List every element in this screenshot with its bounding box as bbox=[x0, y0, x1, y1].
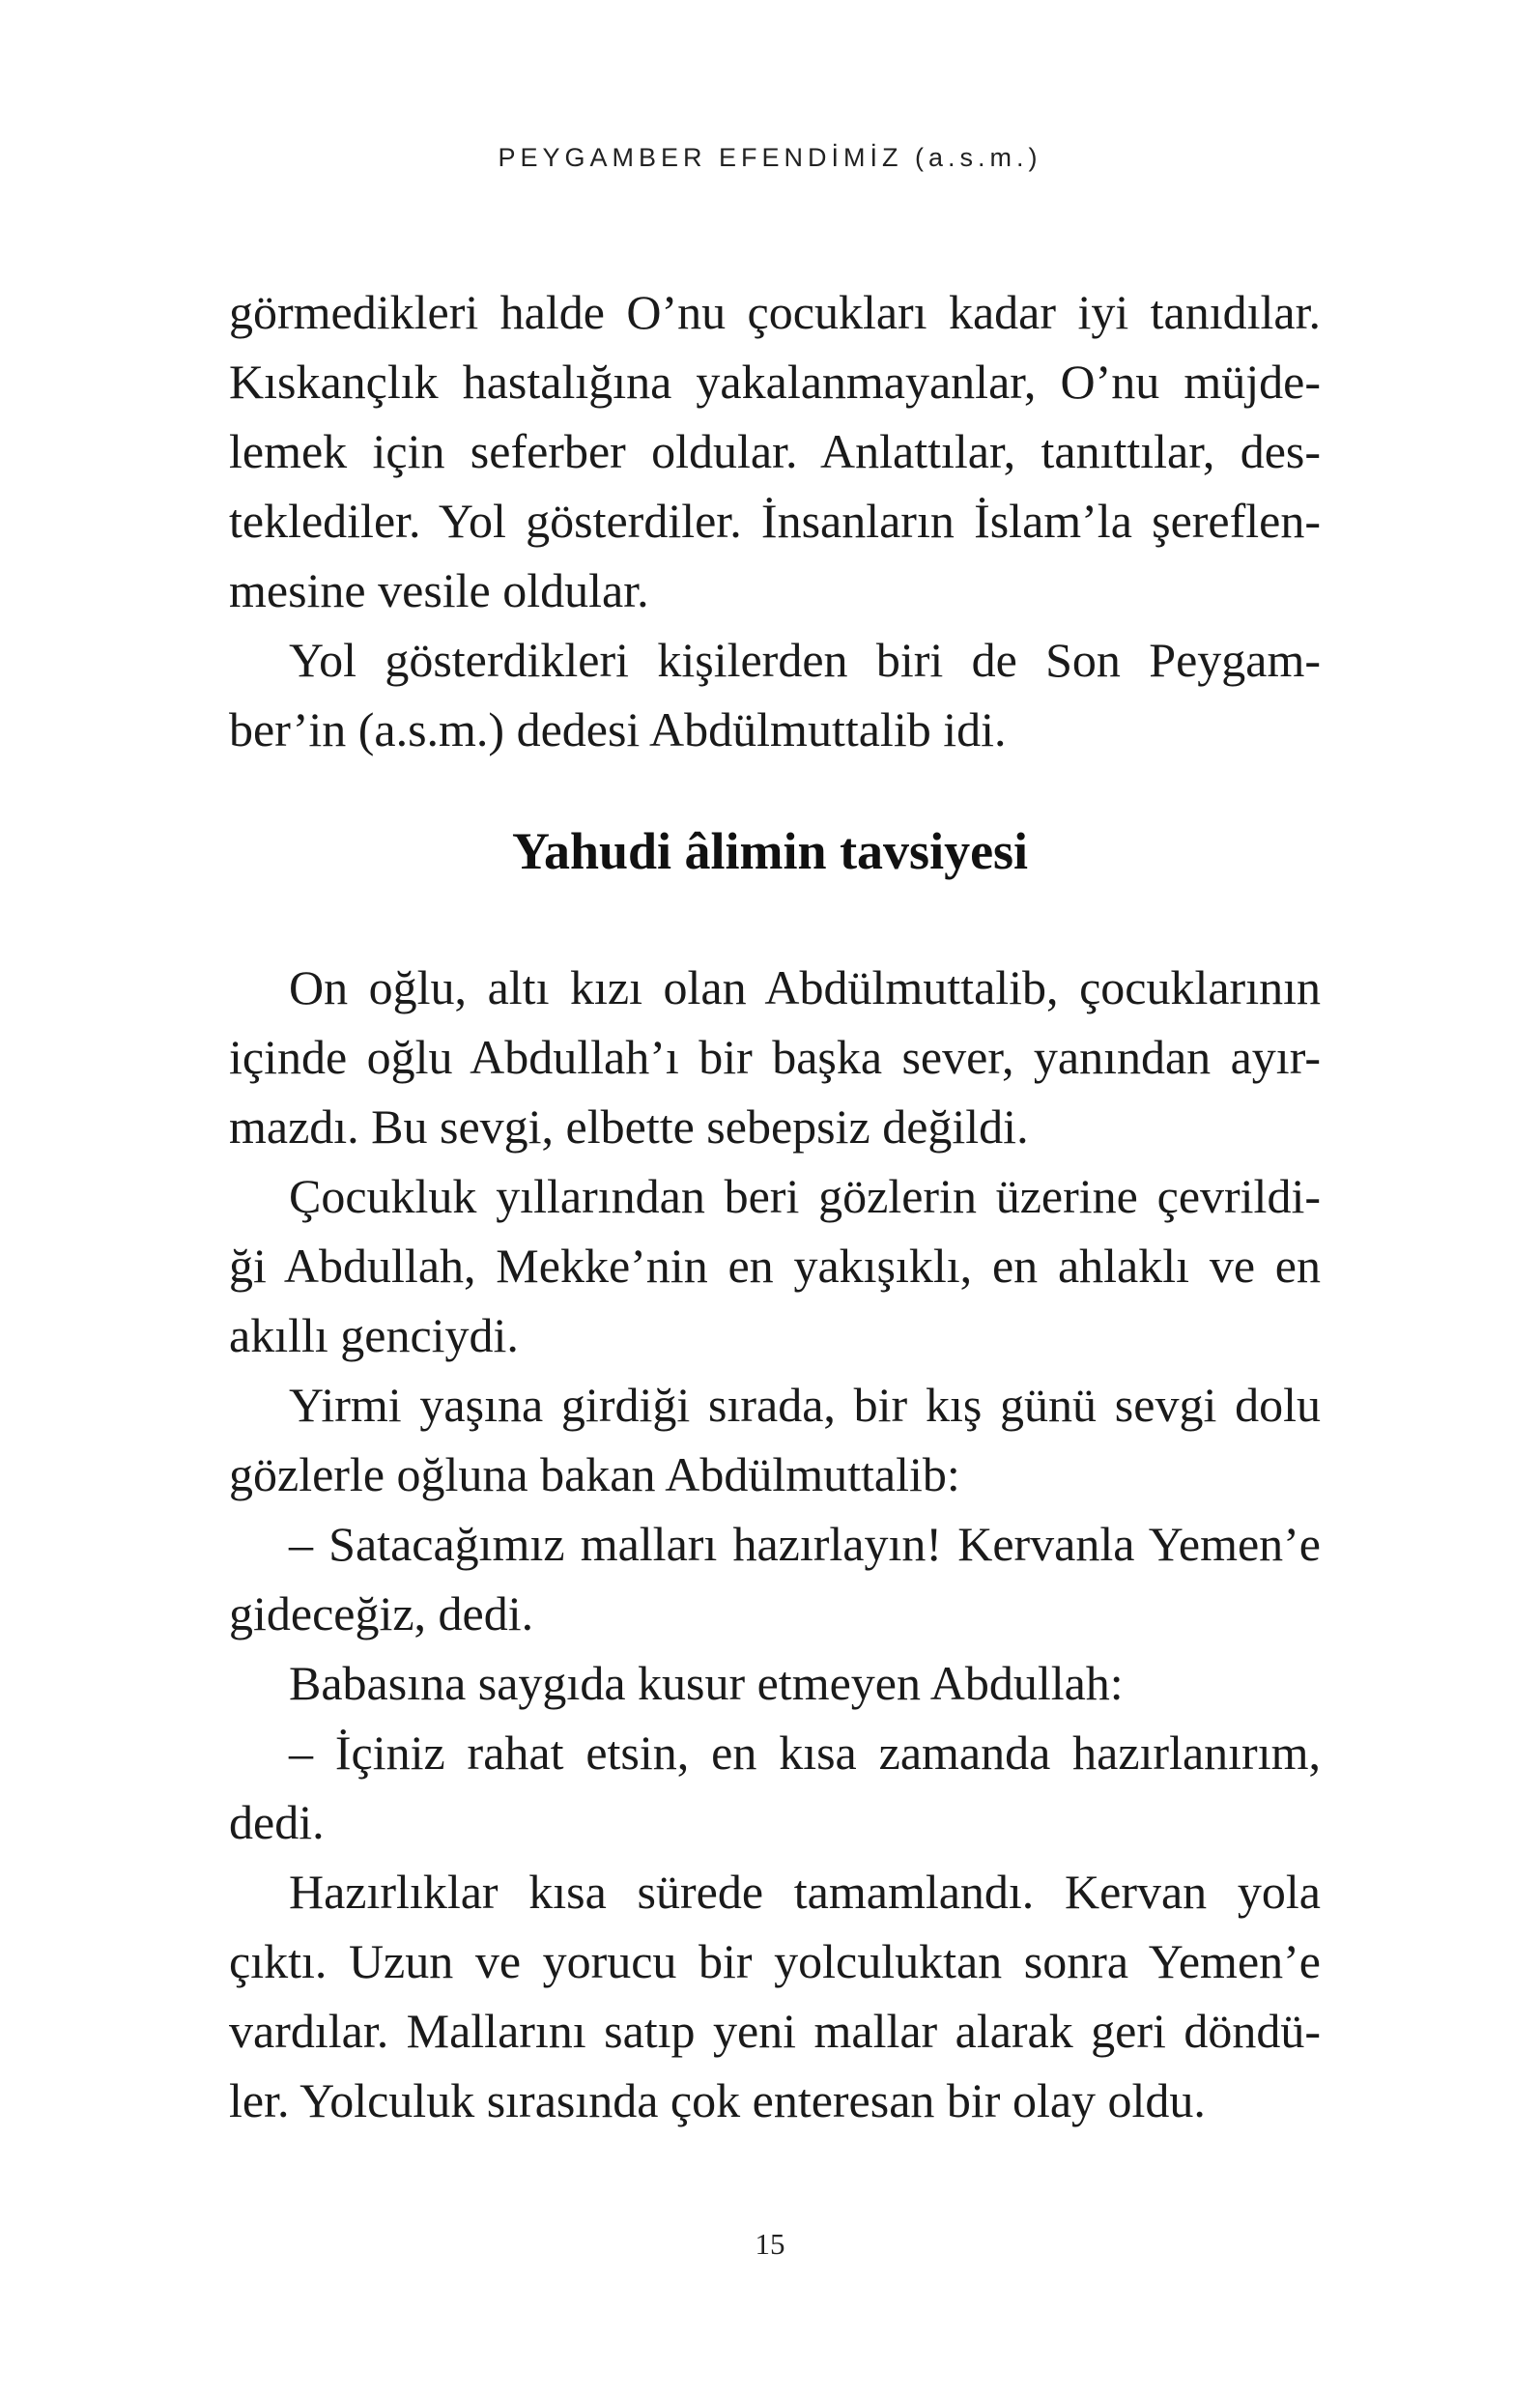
text-line: Yol gösterdikleri kişilerden biri de Son Peygam- bbox=[289, 633, 1321, 687]
text-line: mazdı. Bu sevgi, elbette sebepsiz değildi. bbox=[229, 1099, 1029, 1154]
text-line: çıktı. Uzun ve yorucu bir yolculuktan sonra Yemen’e bbox=[229, 1934, 1321, 1988]
text-line: dedi. bbox=[229, 1795, 325, 1849]
text-line: lemek için seferber oldular. Anlattılar, tanıttılar, des- bbox=[229, 424, 1321, 478]
text-line: Hazırlıklar kısa sürede tamamlandı. Kervan yola bbox=[289, 1865, 1321, 1919]
text-line: Yirmi yaşına girdiği sırada, bir kış günü sevgi dolu bbox=[289, 1378, 1321, 1432]
text-line: gözlerle oğluna bakan Abdülmuttalib: bbox=[229, 1447, 960, 1501]
text-line: içinde oğlu Abdullah’ı bir başka sever, yanından ayır- bbox=[229, 1030, 1321, 1084]
text-line: – İçiniz rahat etsin, en kısa zamanda hazırlanırım, bbox=[289, 1726, 1321, 1780]
text-line: Babasına saygıda kusur etmeyen Abdullah: bbox=[289, 1656, 1124, 1710]
text-line: ler. Yolculuk sırasında çok enteresan bir olay oldu. bbox=[229, 2073, 1206, 2127]
text-line: Kıskançlık hastalığına yakalanmayanlar, O’nu müjde- bbox=[229, 355, 1321, 409]
running-head: PEYGAMBER EFENDİMİZ (a.s.m.) bbox=[498, 143, 1042, 172]
text-line: vardılar. Mallarını satıp yeni mallar alarak geri döndü- bbox=[229, 2004, 1321, 2058]
text-line: teklediler. Yol gösterdiler. İnsanların İslam’la şereflen- bbox=[229, 494, 1321, 548]
text-line: On oğlu, altı kızı olan Abdülmuttalib, çocuklarının bbox=[289, 960, 1321, 1014]
body-text-top bbox=[229, 277, 1321, 764]
body-text-bottom bbox=[229, 953, 1321, 2135]
text-line: gideceğiz, dedi. bbox=[229, 1586, 534, 1640]
text-line: akıllı genciydi. bbox=[229, 1308, 519, 1362]
text-line: ber’in (a.s.m.) dedesi Abdülmuttalib idi. bbox=[229, 702, 1007, 756]
text-line: görmedikleri halde O’nu çocukları kadar iyi tanıdılar. bbox=[229, 285, 1321, 339]
text-line: ği Abdullah, Mekke’nin en yakışıklı, en ahlaklı ve en bbox=[229, 1239, 1321, 1293]
text-line: Çocukluk yıllarından beri gözlerin üzerine çevrildi- bbox=[289, 1169, 1321, 1223]
section-heading: Yahudi âlimin tavsiyesi bbox=[511, 822, 1029, 880]
text-line: – Satacağımız malları hazırlayın! Kervanla Yemen’e bbox=[289, 1517, 1321, 1571]
page-number: 15 bbox=[755, 2227, 785, 2261]
text-line: mesine vesile oldular. bbox=[229, 563, 649, 617]
